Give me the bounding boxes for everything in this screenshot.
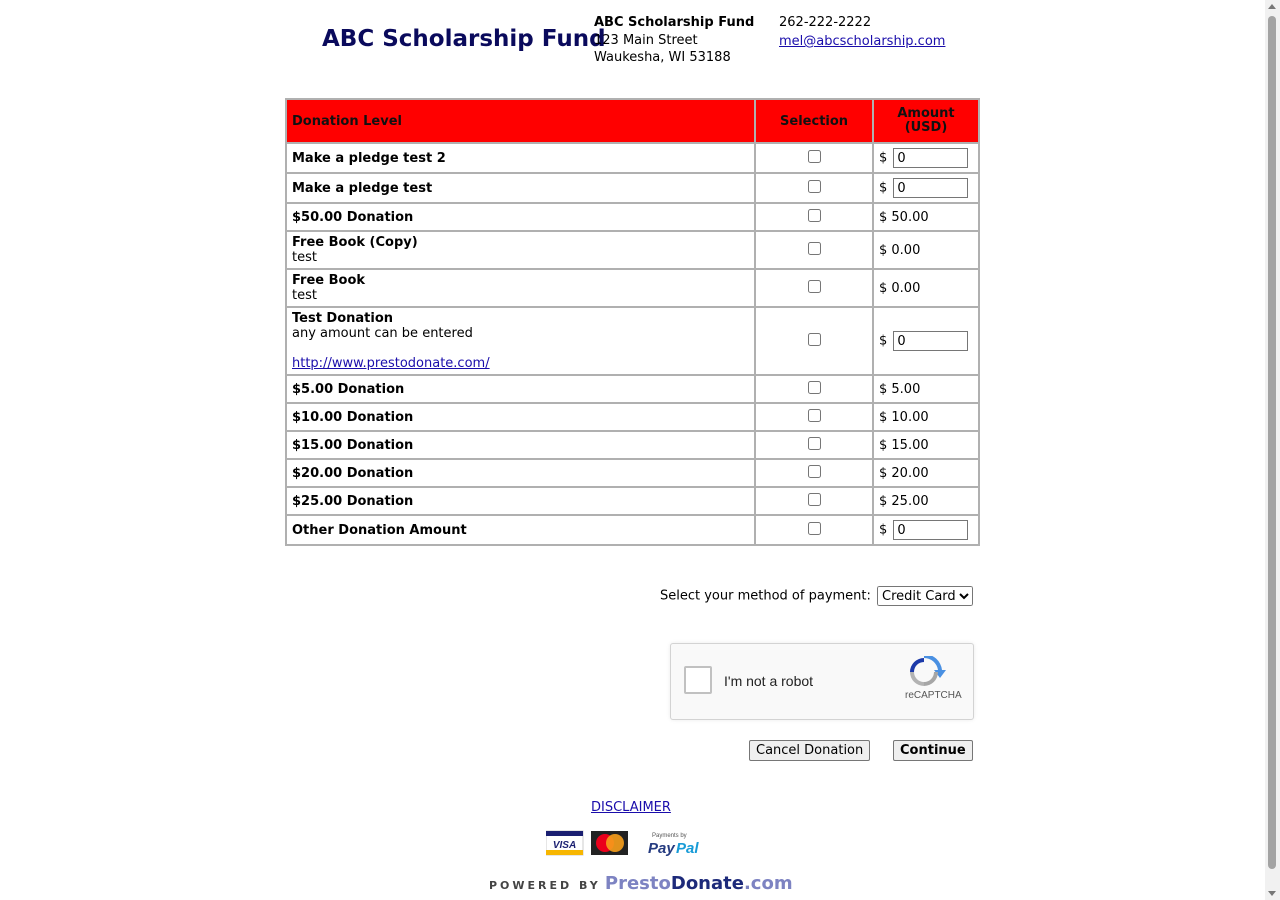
recaptcha-logo-icon — [899, 656, 949, 688]
scroll-down-icon[interactable] — [1268, 891, 1276, 896]
currency-symbol: $ — [878, 465, 888, 481]
recaptcha-widget — [670, 643, 974, 720]
table-header-row — [286, 99, 979, 143]
currency-symbol: $ — [878, 409, 888, 425]
selection-cell — [755, 515, 873, 545]
table-row — [286, 403, 979, 431]
cancel-donation-button[interactable]: Cancel Donation — [749, 740, 870, 761]
donation-level-title: Free Book — [292, 273, 366, 288]
svg-text:VISA: VISA — [552, 840, 577, 851]
amount-cell — [873, 431, 979, 459]
selection-cell — [755, 269, 873, 307]
donation-table — [285, 98, 980, 546]
amount-value: 0.00 — [891, 242, 921, 258]
currency-symbol: $ — [878, 522, 888, 538]
table-row — [286, 203, 979, 231]
amount-cell — [873, 487, 979, 515]
donation-level-title: Make a pledge test 2 — [292, 150, 446, 166]
disclaimer-link[interactable]: DISCLAIMER — [591, 800, 671, 815]
table-row — [286, 269, 979, 307]
recaptcha-checkbox[interactable] — [684, 666, 712, 694]
donation-select-checkbox[interactable] — [808, 333, 821, 346]
table-row — [286, 375, 979, 403]
donation-level-title: Free Book (Copy) — [292, 235, 418, 250]
visa-icon — [546, 831, 583, 855]
org-contact — [779, 14, 945, 50]
col-header-amount-line1: Amount — [897, 106, 955, 121]
table-row — [286, 487, 979, 515]
donation-level-cell — [286, 231, 755, 269]
selection-cell — [755, 431, 873, 459]
col-header-level: Donation Level — [286, 99, 755, 143]
donation-level-cell — [286, 143, 755, 173]
table-row — [286, 173, 979, 203]
payment-method-label: Select your method of payment: — [660, 588, 871, 604]
email-link[interactable]: mel@abcscholarship.com — [779, 34, 946, 49]
address-line2: Waukesha, WI 53188 — [594, 50, 731, 65]
donation-select-checkbox[interactable] — [808, 522, 821, 535]
table-row — [286, 231, 979, 269]
donation-select-checkbox[interactable] — [808, 409, 821, 422]
svg-text:Pay: Pay — [648, 840, 675, 857]
amount-cell — [873, 203, 979, 231]
table-row — [286, 459, 979, 487]
currency-symbol: $ — [878, 381, 888, 397]
donation-select-checkbox[interactable] — [808, 437, 821, 450]
brand-donate: Donate — [670, 873, 744, 894]
donation-select-checkbox[interactable] — [808, 381, 821, 394]
donation-level-title: $20.00 Donation — [292, 465, 414, 481]
phone-number: 262-222-2222 — [779, 15, 872, 30]
amount-value: 10.00 — [891, 409, 929, 425]
amount-cell — [873, 231, 979, 269]
org-address — [594, 14, 754, 66]
payment-method — [660, 586, 973, 606]
amount-cell — [873, 307, 979, 375]
donation-level-title: $15.00 Donation — [292, 437, 414, 453]
donation-level-title: $10.00 Donation — [292, 409, 414, 425]
amount-cell — [873, 515, 979, 545]
vertical-scrollbar[interactable] — [1265, 0, 1280, 900]
col-header-selection: Selection — [755, 99, 873, 143]
paypal-icon — [648, 833, 699, 857]
brand-presto: Presto — [604, 873, 671, 894]
currency-symbol: $ — [878, 242, 888, 258]
table-row — [286, 307, 979, 375]
selection-cell — [755, 307, 873, 375]
currency-symbol: $ — [878, 333, 888, 349]
table-row — [286, 431, 979, 459]
donation-select-checkbox[interactable] — [808, 465, 821, 478]
currency-symbol: $ — [878, 209, 888, 225]
donation-level-cell — [286, 269, 755, 307]
col-header-amount-line2: (USD) — [904, 120, 948, 135]
currency-symbol: $ — [878, 437, 888, 453]
donation-level-title: $25.00 Donation — [292, 493, 414, 509]
donation-select-checkbox[interactable] — [808, 180, 821, 193]
amount-value: 20.00 — [891, 465, 929, 481]
selection-cell — [755, 375, 873, 403]
selection-cell — [755, 173, 873, 203]
selection-cell — [755, 143, 873, 173]
amount-cell — [873, 173, 979, 203]
donation-select-checkbox[interactable] — [808, 209, 821, 222]
donation-level-title: $50.00 Donation — [292, 209, 414, 225]
address-name: ABC Scholarship Fund — [594, 15, 755, 30]
col-header-amount — [873, 99, 979, 143]
payment-method-select[interactable] — [877, 586, 973, 606]
continue-button[interactable]: Continue — [893, 740, 973, 761]
donation-level-title: Test Donation — [292, 311, 394, 326]
amount-input[interactable] — [893, 331, 968, 351]
table-row — [286, 515, 979, 545]
currency-symbol: $ — [878, 180, 888, 196]
donation-level-title: $5.00 Donation — [292, 381, 405, 397]
amount-input[interactable] — [893, 148, 968, 168]
amount-value: 5.00 — [891, 381, 921, 397]
payment-cards — [546, 829, 718, 859]
donation-level-desc: test — [292, 288, 317, 303]
donation-level-title: Make a pledge test — [292, 180, 433, 196]
donation-select-checkbox[interactable] — [808, 242, 821, 255]
donation-level-cell — [286, 203, 755, 231]
powered-by — [489, 873, 793, 894]
donation-level-cell — [286, 487, 755, 515]
org-title: ABC Scholarship Fund — [322, 26, 606, 52]
amount-cell — [873, 143, 979, 173]
donation-level-cell — [286, 431, 755, 459]
selection-cell — [755, 403, 873, 431]
svg-text:Pal: Pal — [676, 840, 699, 857]
currency-symbol: $ — [878, 280, 888, 296]
powered-by-label: POWERED BY — [489, 879, 601, 892]
amount-value: 15.00 — [891, 437, 929, 453]
recaptcha-brand: reCAPTCHA — [905, 690, 962, 701]
address-line1: 123 Main Street — [594, 33, 698, 48]
donation-select-checkbox[interactable] — [808, 150, 821, 163]
scrollbar-thumb[interactable] — [1268, 16, 1276, 869]
scroll-up-icon[interactable] — [1268, 4, 1276, 9]
selection-cell — [755, 203, 873, 231]
donation-level-desc: test — [292, 250, 317, 265]
donation-select-checkbox[interactable] — [808, 280, 821, 293]
amount-value: 50.00 — [891, 209, 929, 225]
brand-com: .com — [743, 873, 793, 894]
selection-cell — [755, 459, 873, 487]
amount-cell — [873, 375, 979, 403]
mastercard-icon — [591, 831, 628, 855]
amount-input[interactable] — [893, 178, 968, 198]
donation-level-cell — [286, 459, 755, 487]
donation-level-desc: any amount can be entered — [292, 326, 473, 341]
amount-value: 0.00 — [891, 280, 921, 296]
donation-level-cell — [286, 307, 755, 375]
currency-symbol: $ — [878, 493, 888, 509]
selection-cell — [755, 231, 873, 269]
donation-level-cell — [286, 515, 755, 545]
amount-value: 25.00 — [891, 493, 929, 509]
amount-input[interactable] — [893, 520, 968, 540]
donation-level-cell — [286, 173, 755, 203]
donation-level-cell — [286, 403, 755, 431]
recaptcha-label: I'm not a robot — [724, 673, 814, 689]
donation-level-link[interactable]: http://www.prestodonate.com/ — [292, 356, 490, 371]
svg-text:Payments by: Payments by — [652, 833, 687, 839]
table-row — [286, 143, 979, 173]
donation-level-title: Other Donation Amount — [292, 522, 467, 538]
amount-cell — [873, 403, 979, 431]
currency-symbol: $ — [878, 150, 888, 166]
selection-cell — [755, 487, 873, 515]
donation-level-cell — [286, 375, 755, 403]
amount-cell — [873, 269, 979, 307]
donation-select-checkbox[interactable] — [808, 493, 821, 506]
amount-cell — [873, 459, 979, 487]
